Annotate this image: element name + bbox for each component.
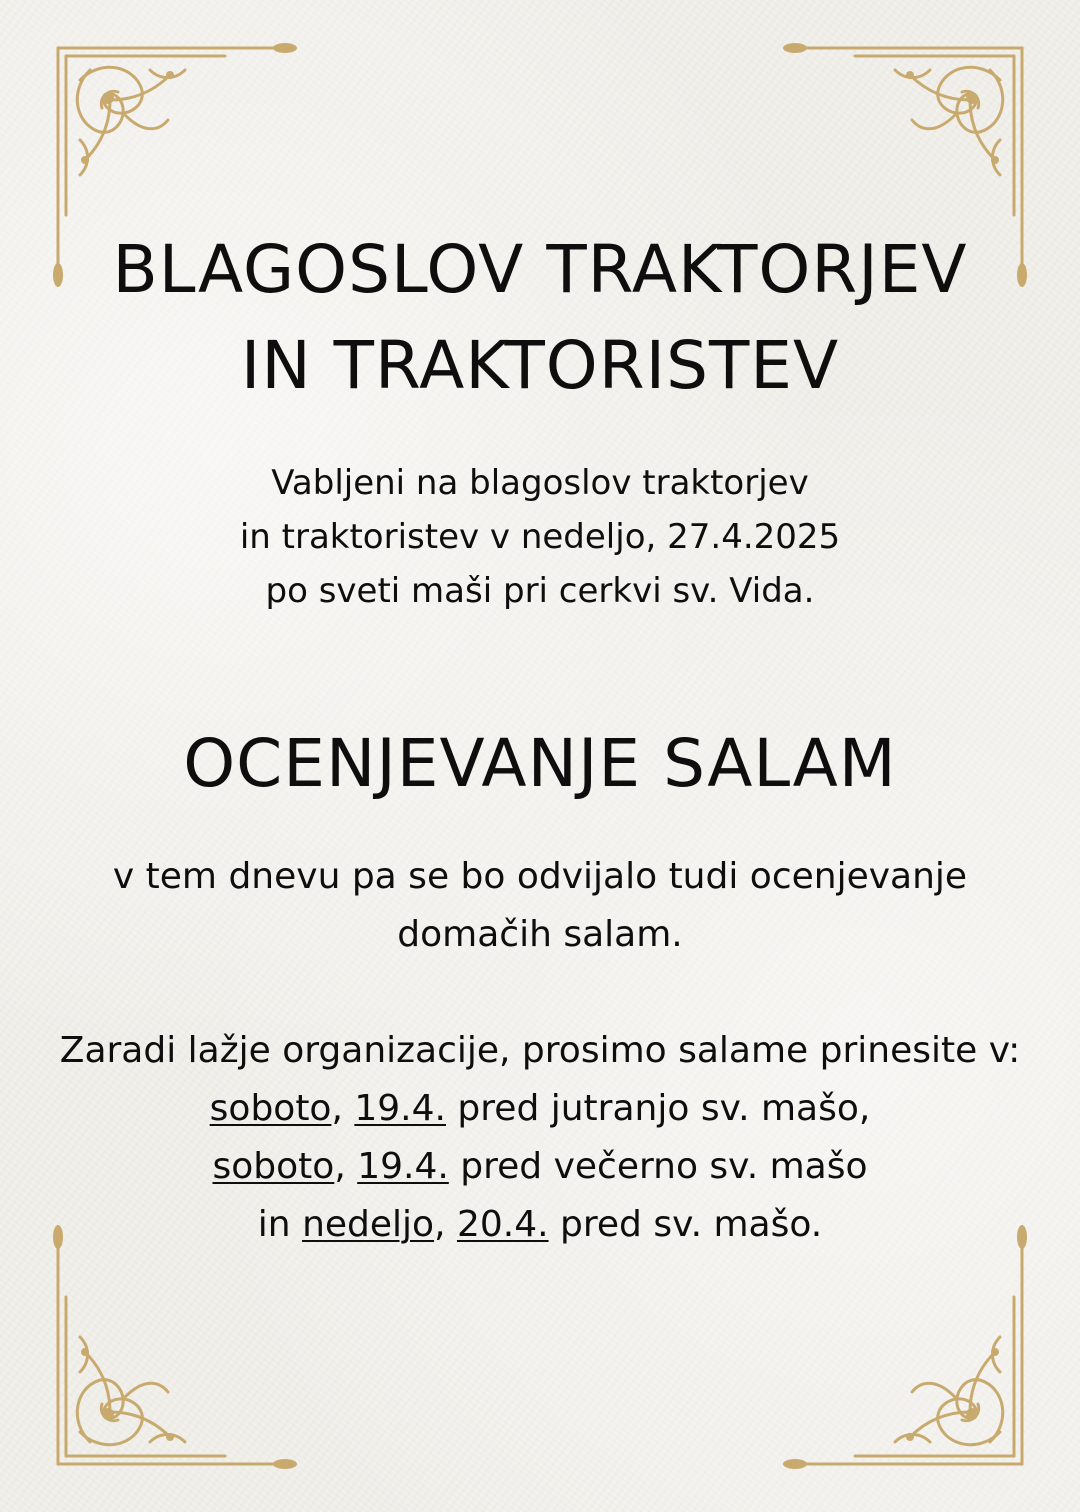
schedule-day: soboto (212, 1146, 335, 1187)
schedule-date: 19.4. (357, 1146, 449, 1187)
schedule-item (0, 1138, 1080, 1196)
schedule-item (0, 1196, 1080, 1254)
schedule-separator: , (434, 1204, 446, 1245)
delivery-note-intro: Zaradi lažje organizacije, prosimo salame prinesite v: (59, 1030, 1021, 1071)
schedule-separator: , (334, 1146, 346, 1187)
schedule-prefix: in (257, 1204, 303, 1245)
description-line-1: v tem dnevu pa se bo odvijalo tudi ocenjevanje (112, 856, 968, 897)
main-title-line-2: IN TRAKTORISTEV (240, 327, 840, 404)
invitation-line-3: po sveti maši pri cerkvi sv. Vida. (265, 571, 815, 611)
delivery-note (0, 1022, 1080, 1254)
ornament-corner-bottom-left (50, 1222, 300, 1472)
invitation-text (0, 456, 1080, 618)
schedule-rest: pred jutranjo sv. mašo, (445, 1088, 871, 1129)
description-line-2: domačih salam. (397, 914, 683, 955)
schedule-date: 20.4. (456, 1204, 549, 1245)
schedule-date: 19.4. (354, 1088, 446, 1129)
main-title (0, 222, 1080, 414)
section-title: OCENJEVANJE SALAM (183, 725, 897, 802)
schedule-item (0, 1080, 1080, 1138)
schedule-separator: , (331, 1088, 343, 1129)
invitation-line-2: in traktoristev v nedeljo, 27.4.2025 (239, 517, 841, 557)
schedule-day: nedeljo (302, 1204, 435, 1245)
schedule-rest: pred večerno sv. mašo (448, 1146, 868, 1187)
invitation-line-1: Vabljeni na blagoslov traktorjev (271, 463, 809, 503)
schedule-day: soboto (209, 1088, 332, 1129)
main-title-line-1: BLAGOSLOV TRAKTORJEV (112, 231, 968, 308)
description-text (0, 848, 1080, 964)
schedule-rest: pred sv. mašo. (548, 1204, 823, 1245)
ornament-corner-bottom-right (780, 1222, 1030, 1472)
